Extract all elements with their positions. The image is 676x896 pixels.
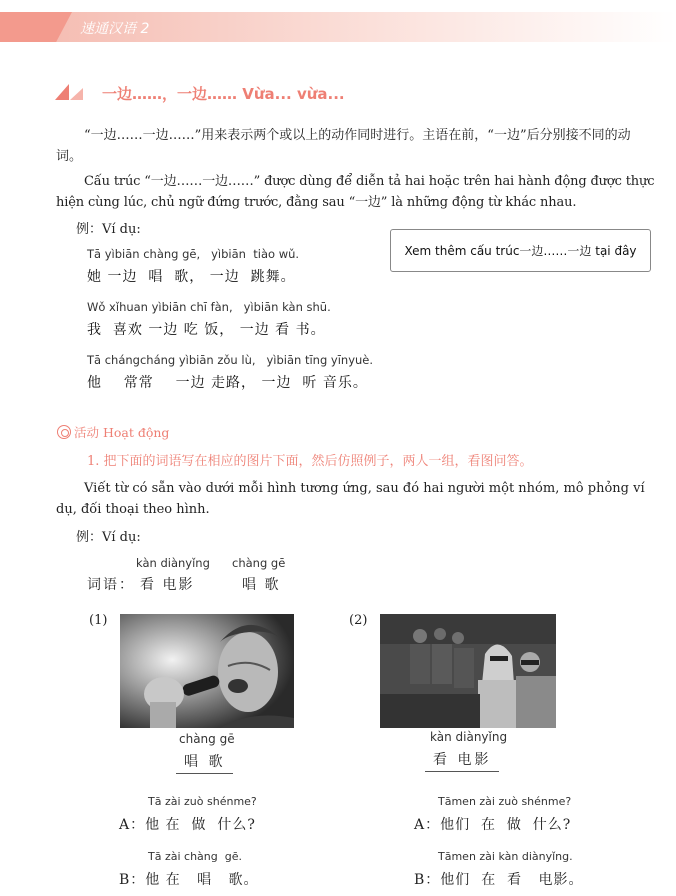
item-1-answer-hanzi: B：他 在 唱 歌。 — [119, 872, 259, 888]
item-1-question-pinyin: Tā zài zuò shénme? — [148, 795, 257, 808]
activity-heading-label: 活动 Hoạt động — [74, 425, 170, 440]
item-2-answer-hanzi: B：他们 在 看 电影。 — [414, 872, 584, 888]
vocab-label: 词语： — [87, 577, 135, 593]
item-1-caption-pinyin: chàng gē — [179, 732, 235, 746]
singer-illustration — [120, 614, 294, 728]
book-title: 速通汉语 2 — [80, 21, 150, 37]
see-more-link-button[interactable] — [390, 229, 651, 272]
cinema-illustration — [380, 614, 556, 728]
section-marker-icon — [55, 84, 83, 100]
item-1-answer-pinyin: Tā zài chàng gē. — [148, 850, 242, 863]
item-2-answer-pinyin: Tāmen zài kàn diànyǐng. — [438, 850, 573, 863]
vocab-2-pinyin: chàng gē — [232, 556, 286, 570]
example-1-pinyin: Tā yìbiān chàng gē, yìbiān tiào wǔ. — [87, 247, 300, 261]
example-1-hanzi: 她 一边 唱 歌， 一边 跳舞。 — [87, 269, 296, 285]
item-2-question-hanzi: A：他们 在 做 什么? — [414, 817, 572, 833]
example-3-pinyin: Tā chángcháng yìbiān zǒu lù, yìbiān tīng yīnyuè. — [87, 353, 374, 367]
vocab-1-hanzi: 看 电影 — [140, 577, 195, 593]
intro-chinese: “一边……一边……”用来表示两个或以上的动作同时进行。主语在前，“一边”后分别接不同的动词。 — [56, 128, 631, 164]
item-2-question-pinyin: Tāmen zài zuò shénme? — [438, 795, 572, 808]
item-2-caption-hanzi: 看 电影 — [425, 749, 499, 772]
activity-heading — [57, 423, 169, 441]
item-2-caption-pinyin: kàn diànyǐng — [430, 730, 508, 744]
target-icon — [57, 425, 71, 439]
activity-example-label: 例：Ví dụ: — [76, 530, 141, 545]
example-2-hanzi: 我 喜欢 一边 吃 饭， 一边 看 书。 — [87, 322, 326, 338]
item-1-number: (1) — [89, 613, 108, 628]
task-vietnamese: Viết từ có sẵn vào dưới mỗi hình tương ứng, sau đó hai người một nhóm, mô phỏng ví dụ, đối thoại theo hình. — [56, 481, 645, 517]
example-label: 例：Ví dụ: — [76, 222, 141, 237]
example-2-pinyin: Wǒ xǐhuan yìbiān chī fàn, yìbiān kàn shū. — [87, 300, 331, 314]
vocab-1-pinyin: kàn diànyǐng — [136, 556, 210, 570]
singer-photo — [120, 614, 294, 728]
example-3-hanzi: 他 常常 一边 走路， 一边 听 音乐。 — [87, 375, 368, 391]
item-2-number: (2) — [349, 613, 368, 628]
see-more-link-label: Xem thêm cấu trúc一边……一边 tại đây — [404, 244, 637, 258]
section-title: 一边……，一边…… Vừa... vừa... — [102, 85, 345, 103]
vocab-2-hanzi: 唱 歌 — [242, 577, 281, 593]
intro-vietnamese: Cấu trúc “一边……一边……” được dùng để diễn tả hai hoặc trên hai hành động được thực hiện cùng lúc, chủ ngữ đứng trước, đằng sau “一边” là những động từ khác nhau. — [56, 174, 655, 210]
item-1-question-hanzi: A：他 在 做 什么? — [119, 817, 256, 833]
item-1-caption-hanzi: 唱 歌 — [176, 751, 233, 774]
cinema-photo — [380, 614, 556, 728]
task-chinese: 1. 把下面的词语写在相应的图片下面，然后仿照例子，两人一组，看图问答。 — [87, 454, 533, 469]
